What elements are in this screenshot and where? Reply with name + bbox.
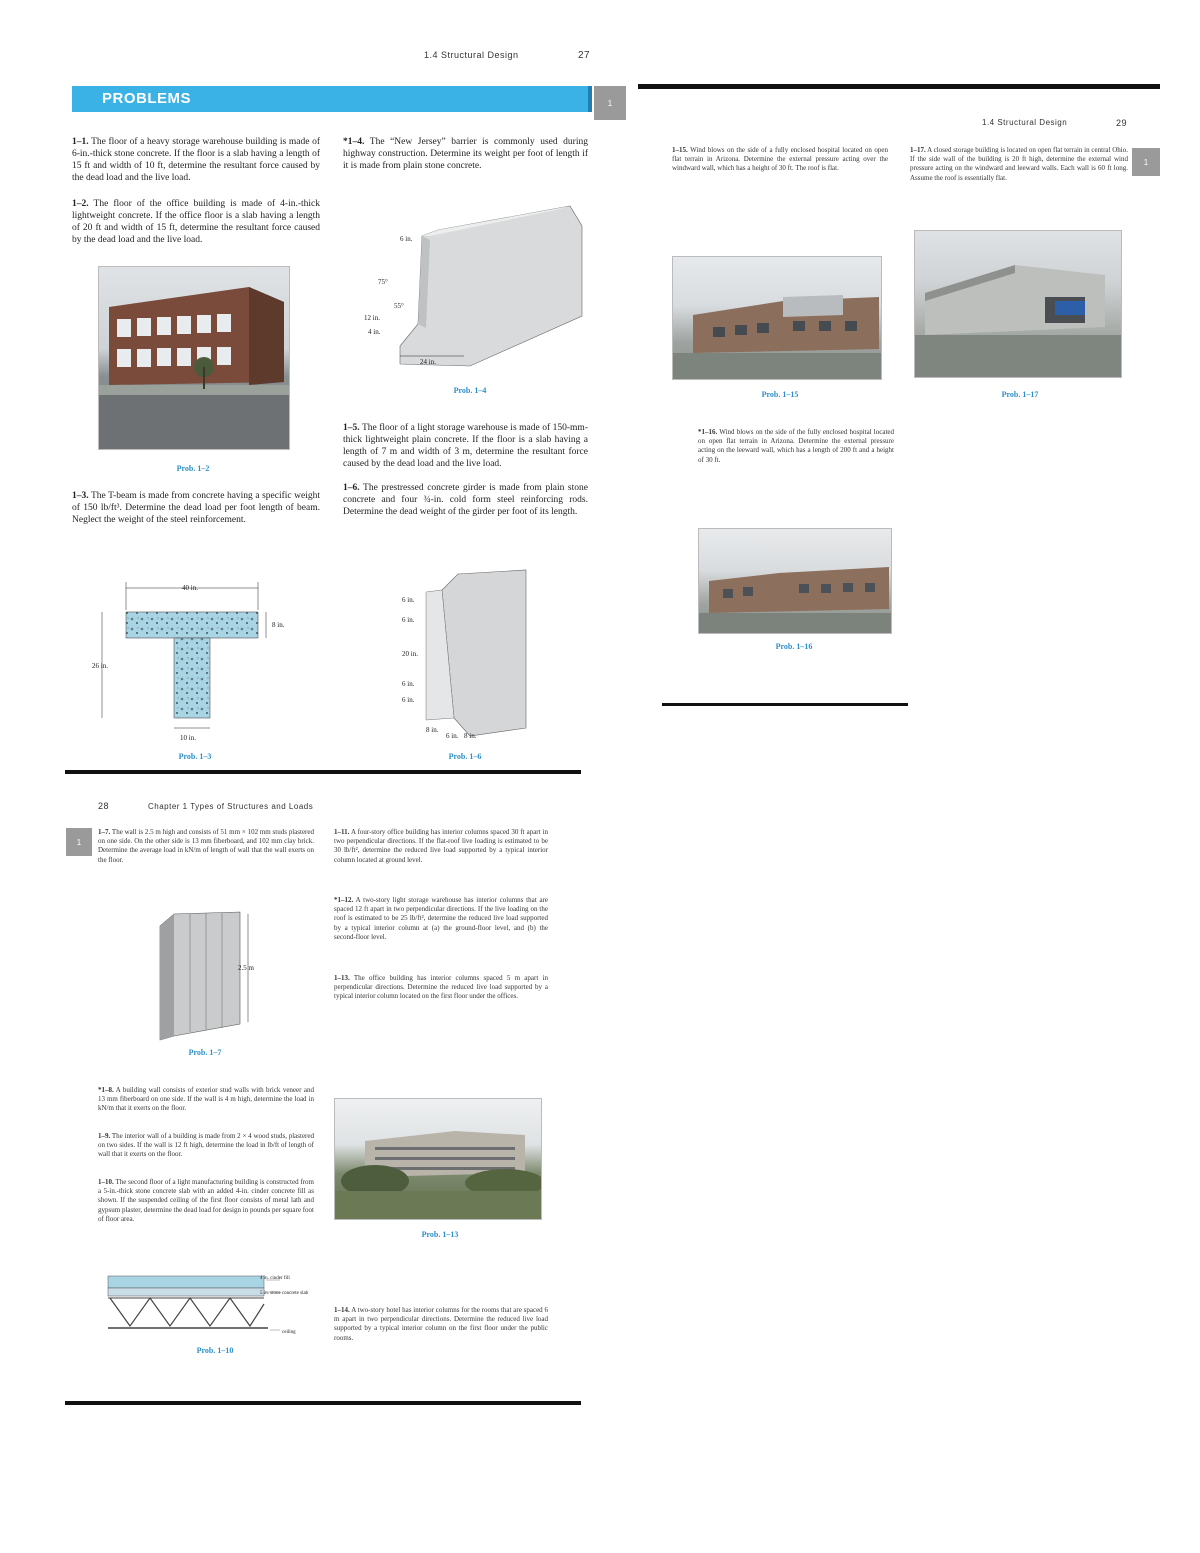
hospital-photo-15 [672,256,882,380]
slab-truss-figure [100,1268,322,1346]
problem-number: 1–10. [98,1178,114,1186]
problem-text: The floor of a heavy storage warehouse building is made of 6-in.-thick stone concrete. If the floor is a slab having a length of 15 ft and width of 10 ft, determine the resultant force caused by the dead load and the live load. [72,137,320,184]
dim-top-width: 40 in. [182,584,198,592]
problem-number: 1–9. [98,1132,111,1140]
dim-height-12: 12 in. [364,314,380,322]
caption-prob-1-3: Prob. 1–3 [178,752,212,761]
hospital-photo-16 [698,528,892,634]
caption-prob-1-4: Prob. 1–4 [453,386,487,395]
storage-building-illustration [915,231,1121,377]
problem-number: *1–4. [343,137,365,147]
chapter-tab-28: 1 [66,828,92,856]
page28-page-number: 28 [98,801,110,811]
problem-1-11 [334,828,548,865]
problem-1-13 [334,974,548,1002]
problem-1-7 [98,828,314,865]
page28-bottom-rule [65,1401,581,1405]
chapter-tab-27: 1 [594,86,626,120]
cinder-fill [108,1276,264,1288]
problem-number: 1–13. [334,974,350,982]
page27-page-number: 27 [578,50,591,61]
problem-number: 1–17. [910,146,926,154]
problem-number: *1–16. [698,428,718,436]
problem-text: A four-story office building has interior columns spaced 30 ft apart in two perpendicular directions. If the flat-roof live loading is estimated to be 30 lb/ft², determine the reduced live load supported by a typical interior column located at ground level. [334,828,548,864]
hospital-illustration [673,257,881,379]
page29-top-rule [638,84,1160,89]
chapter-tab-29: 1 [1132,148,1160,176]
label-cinder-fill: 4 in. cinder fill [260,1276,290,1281]
problem-text: A closed storage building is located on open flat terrain in central Ohio. If the side wall of the building is 20 ft high, determine the external wind pressure acting on the windward and leeward walls. Each wall is 60 ft long. Assume the roof is essentially flat. [910,146,1128,182]
problem-1-2 [72,198,320,247]
problem-number: 1–5. [343,423,360,433]
label-stone-slab: 5 in. stone concrete slab [260,1291,309,1296]
banner-edge [588,86,592,112]
page29-page-number: 29 [1116,118,1128,128]
dim-girder-b1: 8 in. [426,726,439,734]
problem-number: 1–14. [334,1306,350,1314]
stud-wall-figure [150,908,270,1042]
caption-prob-1-15: Prob. 1–15 [761,390,799,399]
page29-bottom-rule [662,703,908,706]
problem-1-5 [343,422,588,471]
problem-1-6 [343,482,588,518]
girder-figure [398,568,538,744]
truss-web [110,1298,264,1326]
caption-prob-1-2: Prob. 1–2 [176,464,210,473]
page29-running-head: 1.4 Structural Design [982,118,1068,127]
problem-number: 1–15. [672,146,688,154]
problem-1-16 [698,428,894,465]
banner-title: PROBLEMS [102,90,192,107]
problem-1-8 [98,1086,314,1114]
problem-1-10 [98,1178,314,1224]
problem-text: The office building has interior columns spaced 5 m apart in perpendicular directions. Determine the reduced live load supported by a typical interior column located on the first floor under the offices. [334,974,548,1001]
dim-girder-b3: 8 in. [464,732,477,740]
problem-1-15 [672,146,888,174]
caption-prob-1-10: Prob. 1–10 [196,1346,234,1355]
t-beam-flange [126,612,258,638]
dim-height-4: 4 in. [368,328,381,336]
dim-girder-4: 6 in. [402,680,415,688]
dim-flange: 8 in. [272,621,285,629]
problem-number: 1–1. [72,137,89,147]
problem-number: *1–8. [98,1086,114,1094]
problem-number: *1–12. [334,896,354,904]
dim-barrier-top: 6 in. [400,235,413,243]
caption-prob-1-6: Prob. 1–6 [448,752,482,761]
problem-1-17 [910,146,1128,183]
problem-text: A two-story light storage warehouse has interior columns that are spaced 12 ft apart in two perpendicular directions. If the live loading on the roof is estimated to be 25 lb/ft², determine the reduced live load supported by a typical interior column at (a) the ground-floor level, and (b) the second-floor level. [334,896,548,941]
page27-running-head: 1.4 Structural Design [424,50,519,60]
problem-text: Wind blows on the side of the fully enclosed hospital located on open flat terrain in Arizona. Determine the external pressure acting on the leeward wall, which has a length of 200 ft and a height of 30 ft. [698,428,895,464]
hospital-illustration-2 [699,529,891,633]
dim-web: 10 in. [180,734,196,742]
problem-1-3 [72,490,320,526]
dim-girder-1: 6 in. [402,596,415,604]
caption-prob-1-17: Prob. 1–17 [1001,390,1039,399]
office-building-photo [98,266,290,450]
problems-banner [72,86,588,112]
problem-text: A building wall consists of exterior stud walls with brick veneer and 13 mm fiberboard on one side. If the wall is 4 m high, determine the load in kN/m that it exerts on the floor. [98,1086,314,1113]
caption-prob-1-7: Prob. 1–7 [188,1048,222,1057]
page28-running-head: Chapter 1 Types of Structures and Loads [148,802,314,811]
dim-depth: 26 in. [92,662,108,670]
problem-number: 1–11. [334,828,350,836]
office-building-illustration [99,267,289,449]
office-photo-13 [334,1098,542,1220]
girder-body [442,570,526,736]
problem-text: The second floor of a light manufacturing building is constructed from a 5-in.-thick stone concrete slab with an added 4-in. cinder concrete fill as shown. If the suspended ceiling of the first floor consists of metal lath and gypsum plaster, determine the dead load for design in pounds per square foot of floor area. [98,1178,315,1223]
jersey-barrier-figure [360,196,584,372]
problem-text: The “New Jersey” barrier is commonly used during highway construction. Determine its weight per foot of length if it is made from plain stone concrete. [343,137,588,172]
dim-barrier-base: 24 in. [420,358,436,366]
problem-text: The prestressed concrete girder is made from plain stone concrete and four ¾-in. cold form steel reinforcing rods. Determine the dead weight of the girder per foot of its length. [343,483,588,518]
concrete-slab [108,1288,264,1296]
dim-girder-2: 6 in. [402,616,415,624]
dim-girder-b2: 6 in. [446,732,459,740]
problem-number: 1–3. [72,491,89,501]
problem-1-1 [72,136,320,185]
problem-1-4 [343,136,588,172]
caption-prob-1-16: Prob. 1–16 [775,642,813,651]
problem-text: Wind blows on the side of a fully enclosed hospital located on open flat terrain in Arizona. Determine the external pressure acting over the windward wall, which has a height of 30 ft. The roof is flat. [672,146,888,173]
problem-text: The interior wall of a building is made from 2 × 4 wood studs, plastered on two sides. If the wall is 12 ft high, determine the load in lb/ft of length of wall that it exerts on the floor. [98,1132,314,1159]
problem-text: The T-beam is made from concrete having a specific weight of 150 lb/ft³. Determine the dead load per foot length of beam. Neglect the weight of the steel reinforcement. [72,491,320,526]
problem-1-12 [334,896,548,942]
page27-bottom-rule [65,770,581,774]
problem-text: The floor of the office building is made of 4-in.-thick lightweight concrete. If the office floor is a slab having a length of 20 ft and width of 15 ft, determine the resultant force caused by the dead load and the live load. [72,199,320,246]
t-beam-web [174,638,210,718]
caption-prob-1-13: Prob. 1–13 [421,1230,459,1239]
problem-number: 1–6. [343,483,360,493]
problem-text: A two-story hotel has interior columns for the rooms that are spaced 6 m apart in two perpendicular directions. Determine the reduced live load supported by a typical interior column on the first floor under the public rooms. [334,1306,548,1342]
label-ceiling: ceiling [282,1330,296,1335]
problem-text: The floor of a light storage warehouse is made of 150-mm-thick lightweight plain concrete. If the floor is a slab having a length of 7 m and width of 3 m, determine the resultant force caused by the dead load and the live load. [343,423,588,470]
problem-text: The wall is 2.5 m high and consists of 51 mm × 102 mm studs plastered on one side. On the other side is 13 mm fiberboard, and 102 mm clay brick. Determine the average load in kN/m of length of wall that the wall exerts on the floor. [98,828,314,864]
office-illustration-13 [335,1099,541,1219]
dim-girder-3: 20 in. [402,650,418,658]
dim-angle-75: 75° [378,278,388,286]
dim-girder-5: 6 in. [402,696,415,704]
problem-1-9 [98,1132,314,1160]
problem-number: 1–2. [72,199,89,209]
problem-1-14 [334,1306,548,1343]
problem-number: 1–7. [98,828,111,836]
dim-angle-55: 55° [394,302,404,310]
storage-building-photo-17 [914,230,1122,378]
t-beam-figure [90,576,310,748]
dim-wall-height: 2.5 m [238,964,254,972]
